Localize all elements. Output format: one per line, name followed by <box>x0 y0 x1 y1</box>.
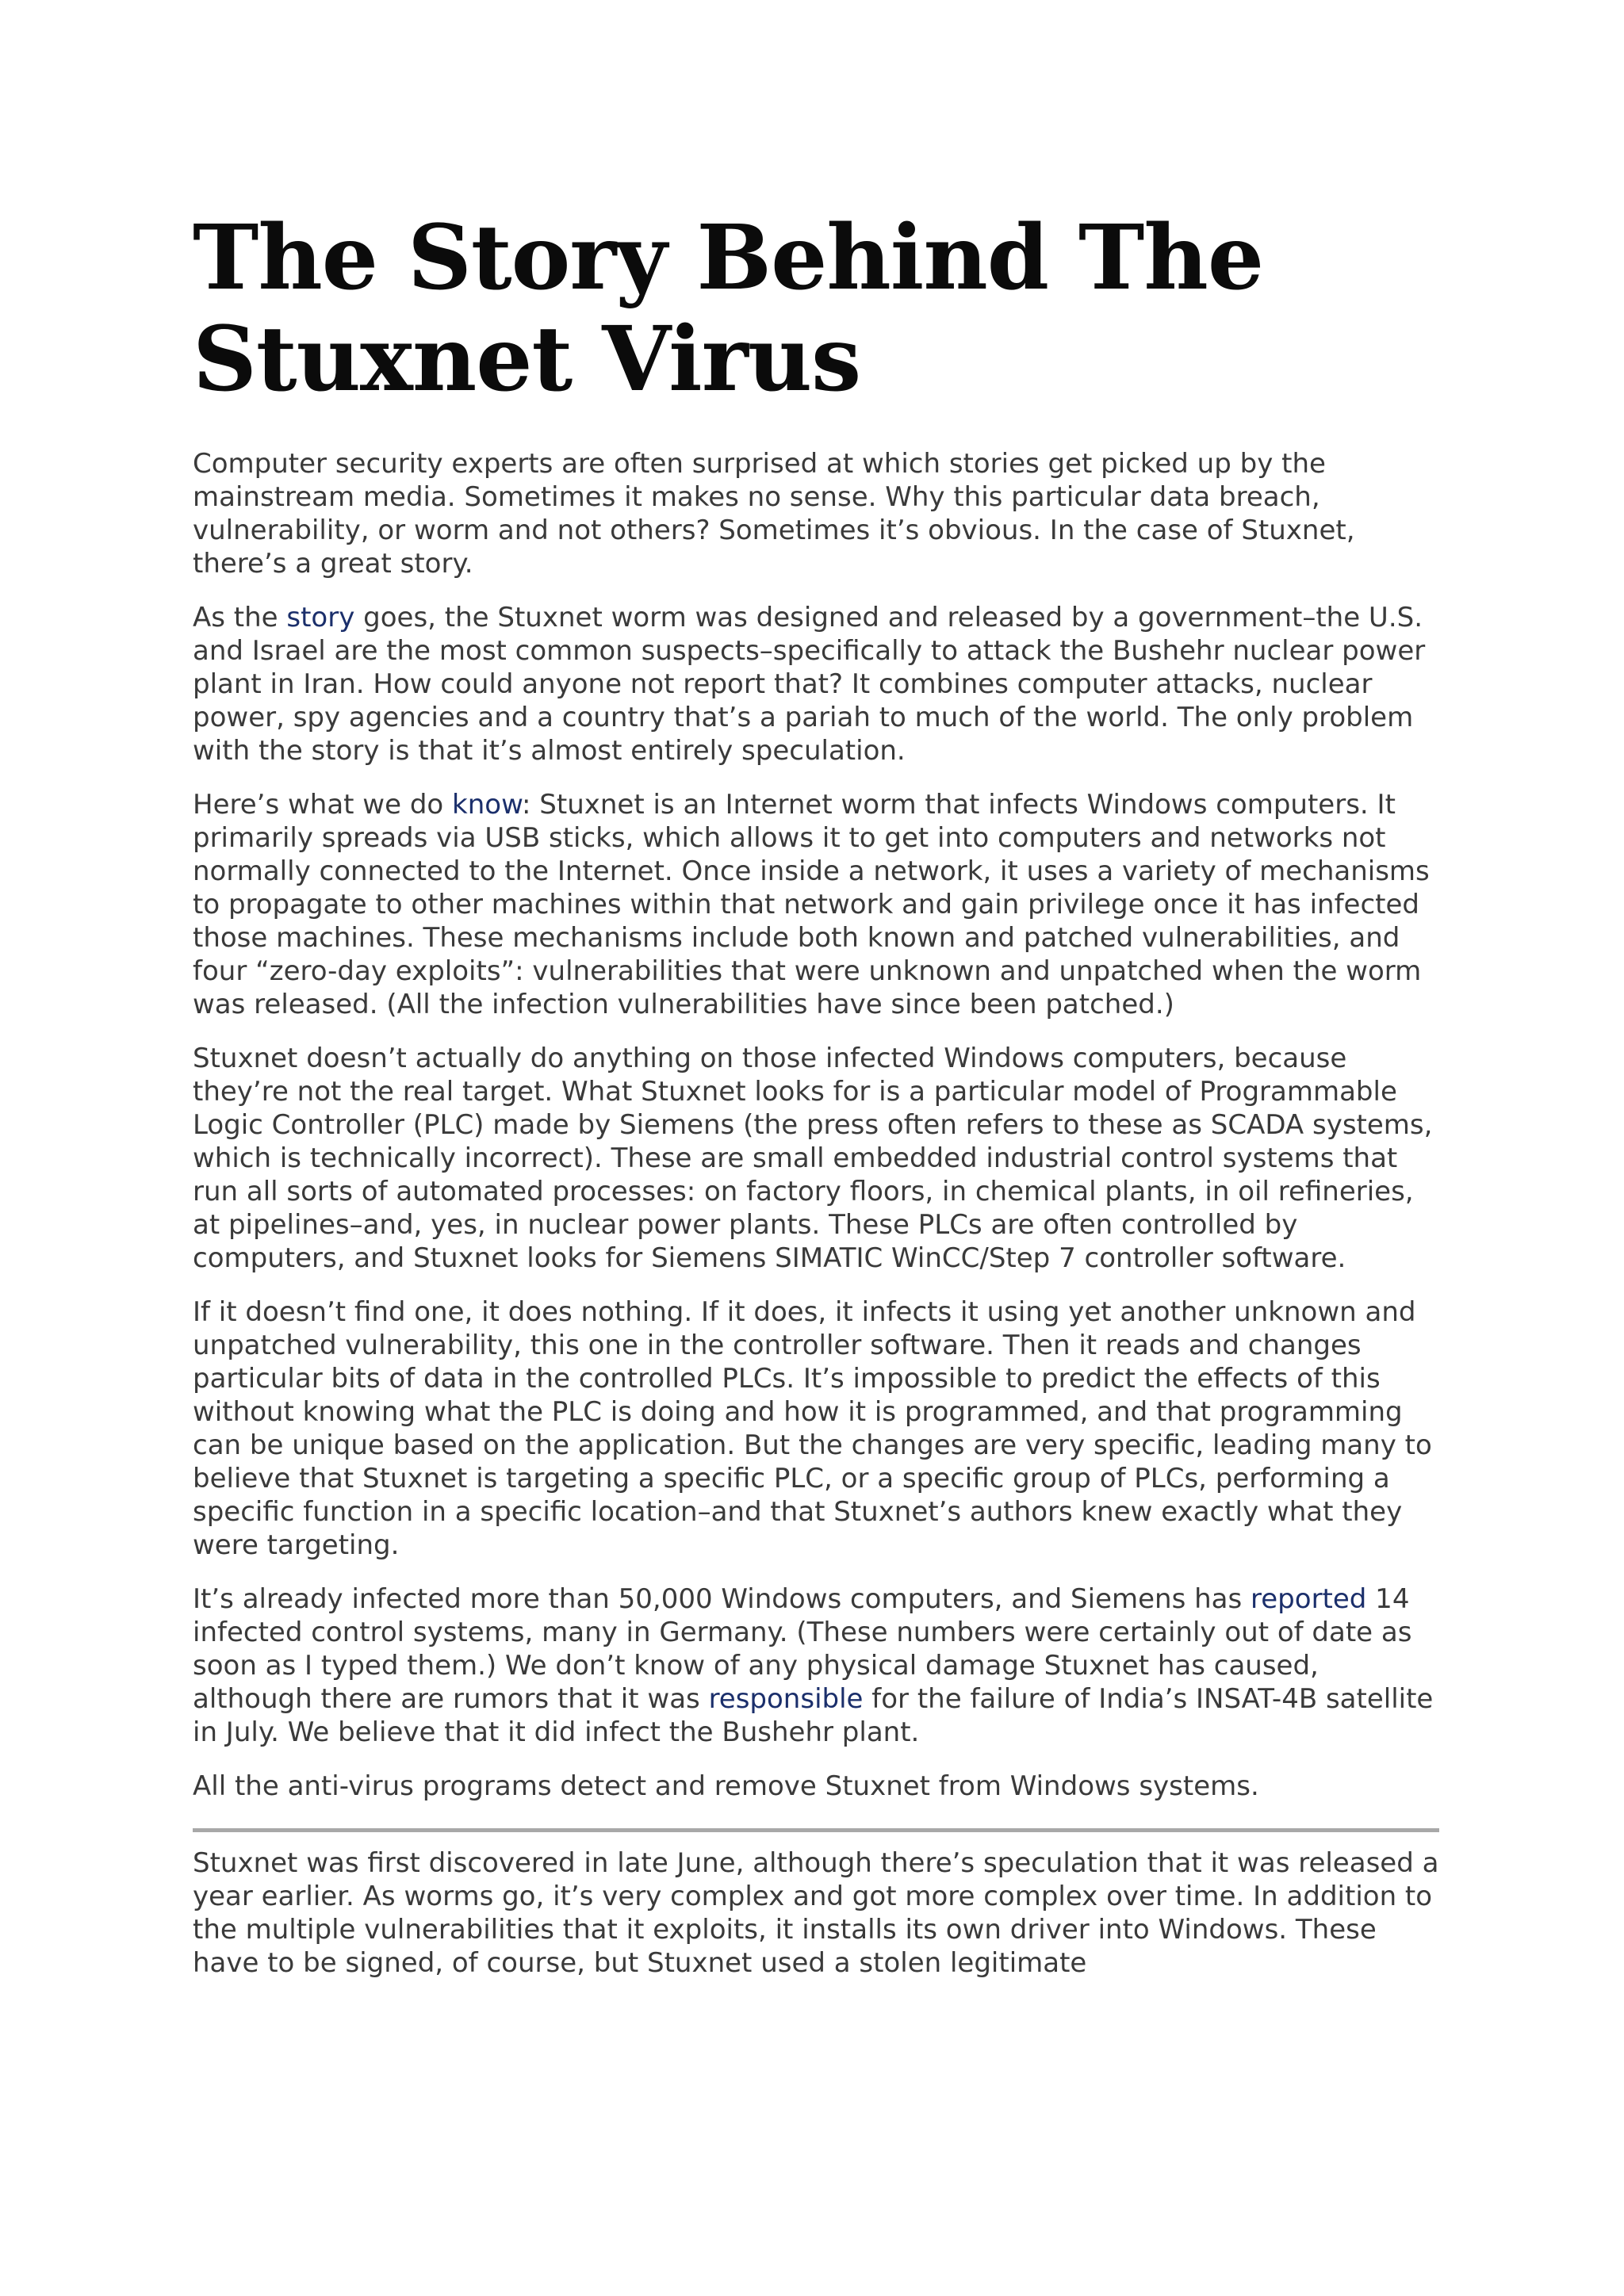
paragraph-6-text-2: 14 infected control systems, many in Germany. (These numbers were certainly out of date as soon as I typed them.) We don’t know of any physical damage Stuxnet has caused, although there are rumors that it was <box>193 1583 1412 1715</box>
paragraph-2-text-after: goes, the Stuxnet worm was designed and released by a government–the U.S. and Israel are the most common suspects–specifically to attack the Bushehr nuclear power plant in Iran. How could anyone not report that? It combines computer attacks, nuclear power, spy agencies and a country that’s a pariah to much of the world. The only problem with the story is that it’s almost entirely speculation. <box>193 602 1426 767</box>
article-title: The Story Behind The Stuxnet Virus <box>193 206 1264 411</box>
paragraph-3 <box>193 788 1439 1021</box>
paragraph-2-text-before: As the <box>193 602 287 633</box>
paragraph-4: Stuxnet doesn’t actually do anything on those infected Windows computers, because they’re not the real target. What Stuxnet looks for is a particular model of Programmable Logic Controller (PLC) made by Siemens (the press often refers to these as SCADA systems, which is technically incorrect). These are small embedded industrial control systems that run all sorts of automated processes: on factory floors, in chemical plants, in oil refineries, at pipelines–and, yes, in nuclear power plants. These PLCs are often controlled by computers, and Stuxnet looks for Siemens SIMATIC WinCC/Step 7 controller software. <box>193 1043 1433 1274</box>
paragraph-5: If it doesn’t find one, it does nothing. If it does, it infects it using yet another unknown and unpatched vulnerability, this one in the controller software. Then it reads and changes particular bits of data in the controlled PLCs. It’s impossible to predict the effects of this without knowing what the PLC is doing and how it is programmed, and that programming can be unique based on the application. But the changes are very specific, leading many to believe that Stuxnet is targeting a specific PLC, or a specific group of PLCs, performing a specific function in a specific location–and that Stuxnet’s authors knew exactly what they were targeting. <box>193 1296 1432 1561</box>
paragraph-6-text-3: for the failure of India’s INSAT-4B satellite in July. We believe that it did infect the Bushehr plant. <box>193 1683 1434 1748</box>
paragraph-8: Stuxnet was first discovered in late June, although there’s speculation that it was released a year earlier. As worms go, it’s very complex and got more complex over time. In addition to the multiple vulnerabilities that it exploits, it installs its own driver into Windows. These have to be signed, of course, but Stuxnet used a stolen legitimate <box>193 1847 1439 1979</box>
paragraph-1: Computer security experts are often surprised at which stories get picked up by the mainstream media. Sometimes it makes no sense. Why this particular data breach, vulnerability, or worm and not others? Sometimes it’s obvious. In the case of Stuxnet, there’s a great story. <box>193 448 1355 580</box>
reported-link[interactable]: reported <box>1251 1583 1367 1615</box>
section-divider <box>193 1828 1439 1832</box>
article <box>193 208 1439 2000</box>
paragraph-2 <box>193 601 1439 767</box>
paragraph-6 <box>193 1582 1439 1749</box>
responsible-link[interactable]: responsible <box>708 1683 864 1715</box>
paragraph-3-text-before: Here’s what we do <box>193 789 453 821</box>
paragraph-7: All the anti-virus programs detect and remove Stuxnet from Windows systems. <box>193 1770 1259 1802</box>
story-link[interactable]: story <box>286 602 355 633</box>
paragraph-3-text-after: : Stuxnet is an Internet worm that infects Windows computers. It primarily spreads via USB sticks, which allows it to get into computers and networks not normally connected to the Internet. Once inside a network, it uses a variety of mechanisms to propagate to other machines within that network and gain privilege once it has infected those machines. These mechanisms include both known and patched vulnerabilities, and four “zero-day exploits”: vulnerabilities that were unknown and unpatched when the worm was released. (All the infection vulnerabilities have since been patched.) <box>193 789 1430 1020</box>
paragraph-6-text-1: It’s already infected more than 50,000 Windows computers, and Siemens has <box>193 1583 1251 1615</box>
know-link[interactable]: know <box>452 789 523 821</box>
